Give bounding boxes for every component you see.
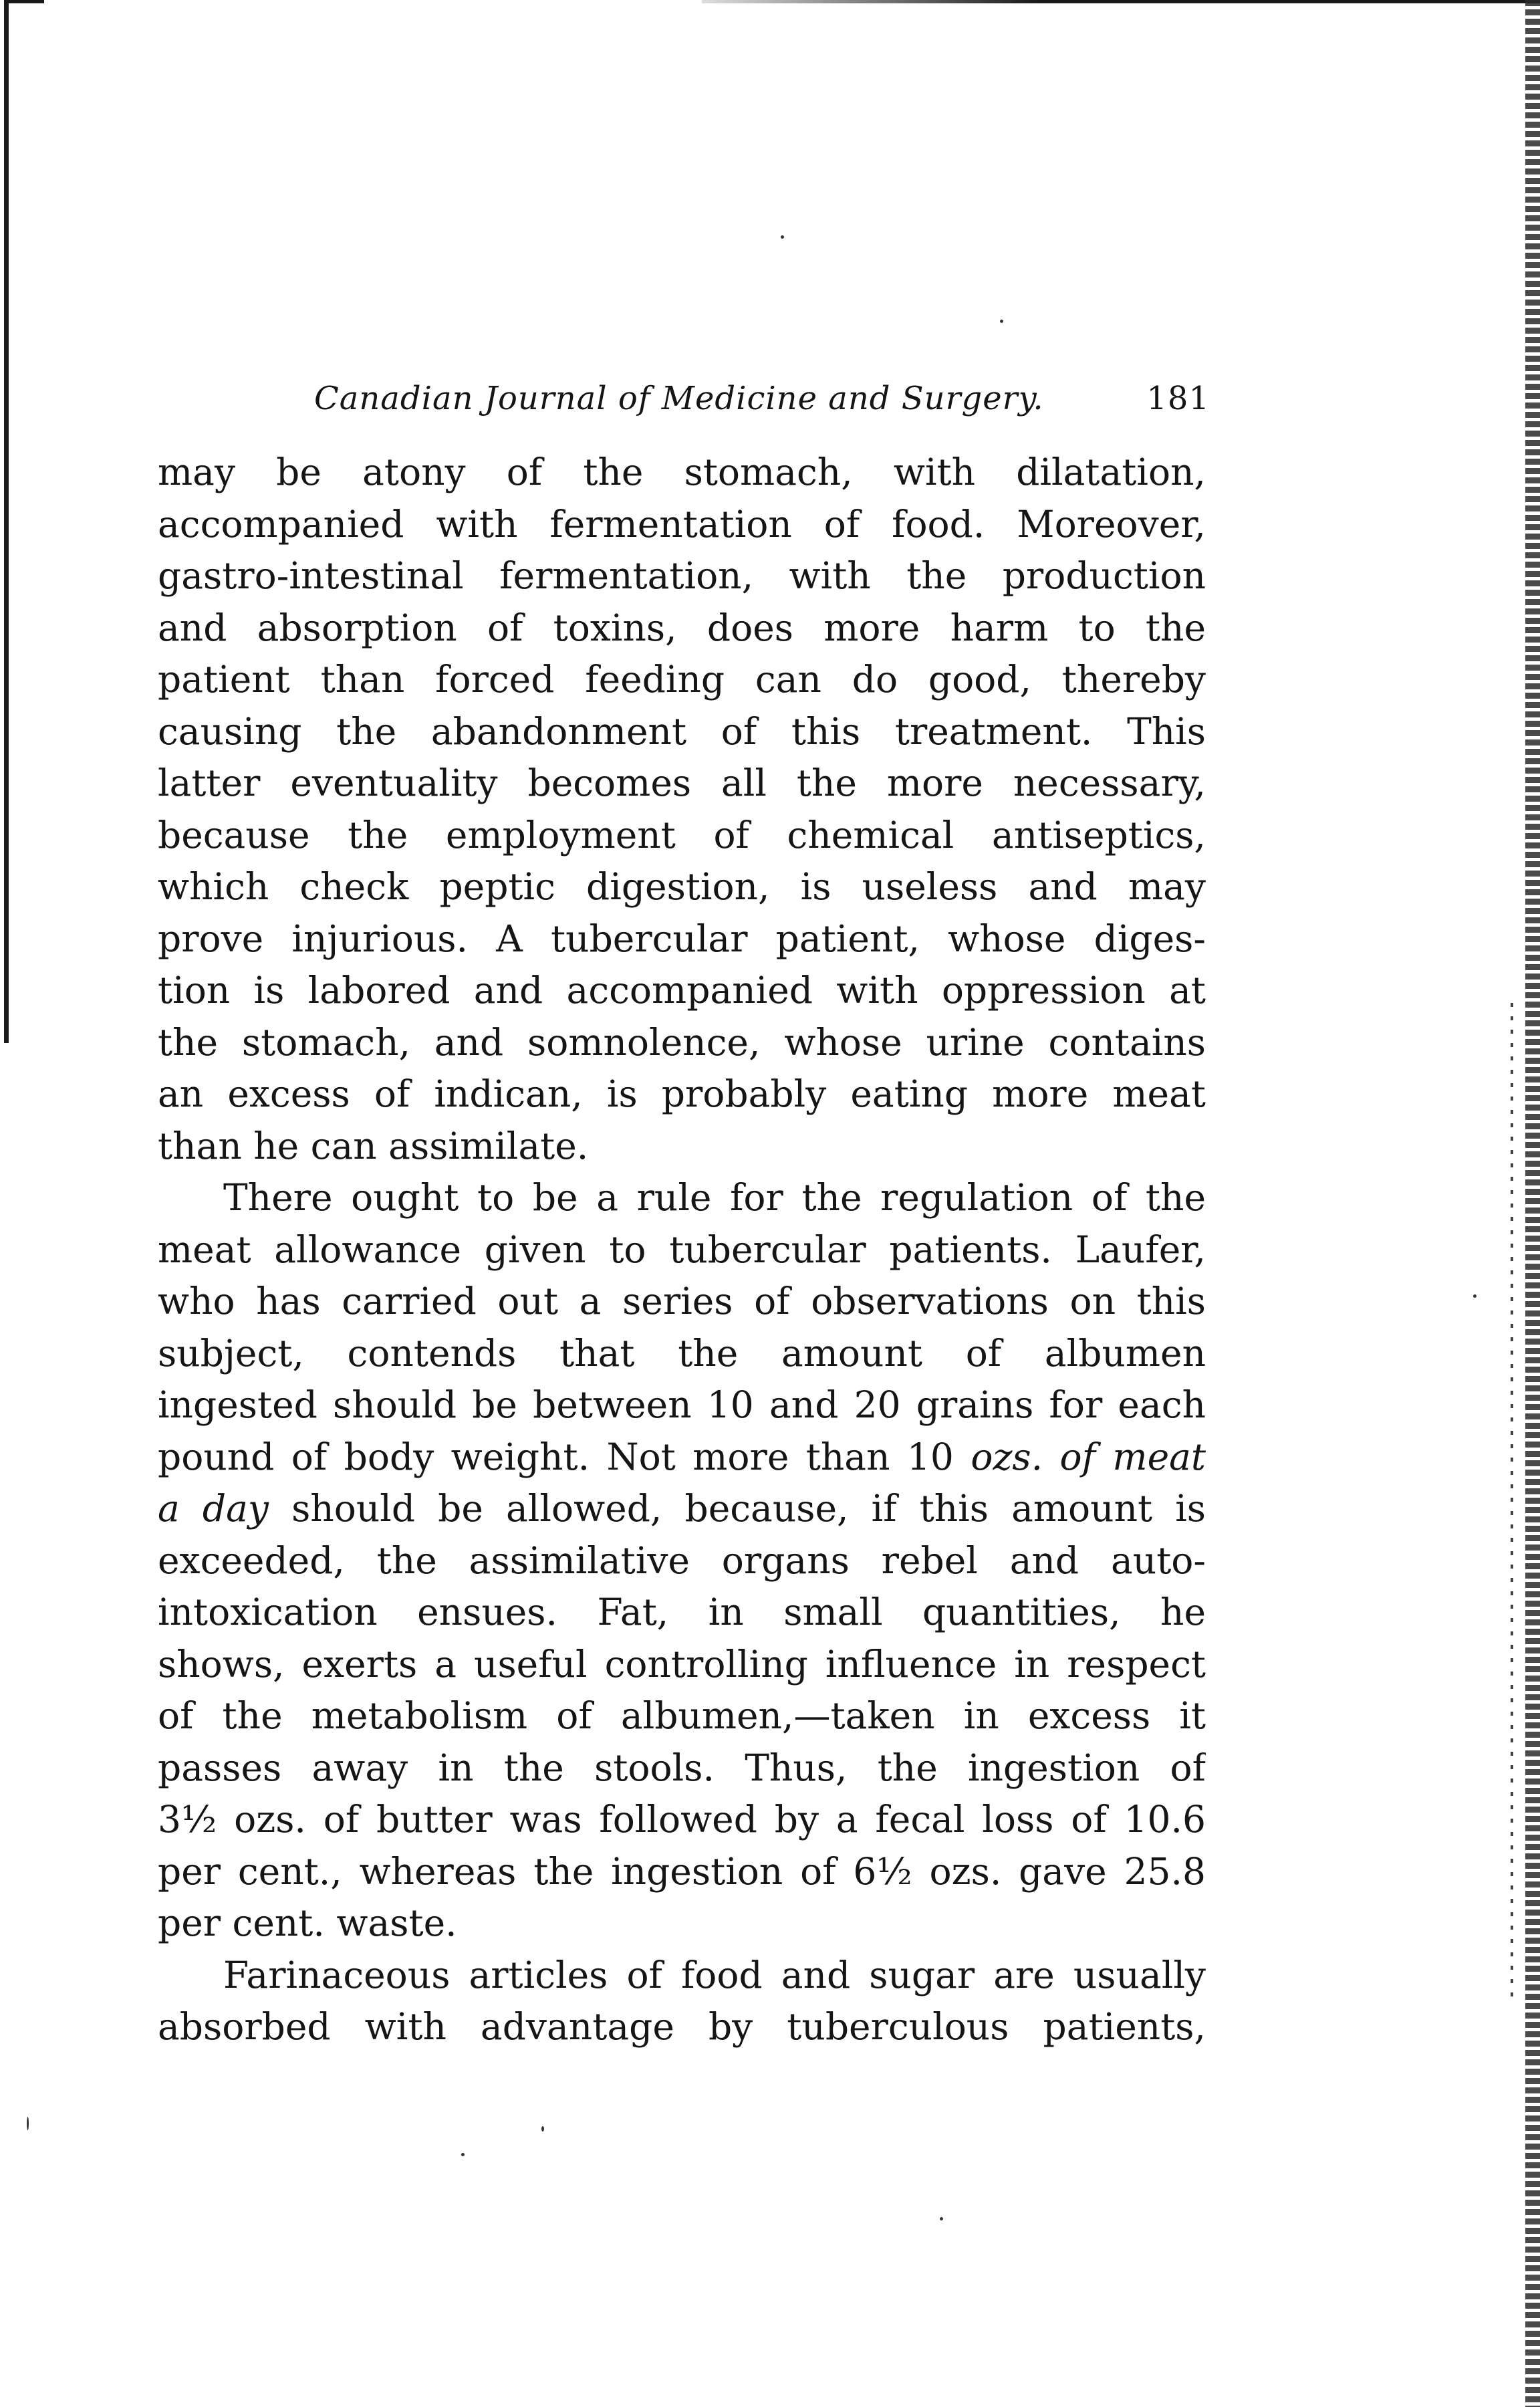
italic-phrase: ozs. of meat [971,1435,1206,1478]
text-line: the stomach, and somnolence, whose urine contains [158,1020,1206,1064]
text-line: than he can assimilate. [158,1124,589,1167]
paragraph [158,1950,1206,2053]
text-line: exceeded, the assimilative organs rebel and auto- [158,1538,1206,1582]
text-line: gastro-intestinal fermentation, with the production [158,554,1206,597]
scan-edge-left [4,0,9,1043]
scan-edge-top [702,0,1540,3]
text-line: 3½ ozs. of butter was followed by a fecal loss of 10.6 [158,1798,1206,1841]
text-line: ingested should be between 10 and 20 grains for each [158,1383,1206,1426]
text-line: who has carried out a series of observations on this [158,1280,1206,1323]
scan-speck [541,2126,544,2132]
text-line: Farinaceous articles of food and sugar are usually [223,1953,1206,1996]
paragraph [158,1172,1206,1950]
text-line: accompanied with fermentation of food. Moreover, [158,502,1206,546]
text-line: may be atony of the stomach, with dilatation, [158,451,1206,493]
text-line: causing the abandonment of this treatment. This [158,709,1206,753]
page-number: 181 [1146,380,1210,417]
scan-speck [1000,320,1003,323]
page-body [158,447,1206,2053]
text-line: latter eventuality becomes all the more necessary, [158,762,1206,804]
text-line: shows, exerts a useful controlling influence in respect [158,1642,1206,1686]
text-line: and absorption of toxins, does more harm to the [158,606,1206,649]
text-run: should be allowed, because, if this amount is [268,1487,1206,1530]
text-line: intoxication ensues. Fat, in small quantities, he [158,1591,1206,1633]
text-line: which check peptic digestion, is useless and may [158,865,1206,908]
text-line: per cent. waste. [158,1902,457,1944]
italic-phrase: a day [158,1487,269,1530]
scan-edge-right [1525,0,1540,2407]
scan-edge-right-inner [1511,1003,1513,2006]
text-line [158,1483,1206,1535]
text-line: passes away in the stools. Thus, the ingestion of [158,1746,1206,1789]
text-line: per cent., whereas the ingestion of 6½ ozs. gave 25.8 [158,1849,1206,1893]
scan-speck [940,2217,943,2220]
running-title: Canadian Journal of Medicine and Surgery. [314,380,1044,417]
text-line: prove injurious. A tubercular patient, whose diges- [158,917,1206,960]
scan-speck [461,2153,465,2156]
scan-speck [781,235,784,239]
text-line [158,1431,1206,1484]
text-line: tion is labored and accompanied with oppression at [158,969,1206,1012]
scan-edge-left-tick [4,0,44,3]
scan-speck [1473,1294,1477,1298]
text-line: There ought to be a rule for the regulation of the [223,1176,1206,1219]
text-line: patient than forced feeding can do good, thereby [158,658,1206,701]
text-line: of the metabolism of albumen,—taken in excess it [158,1694,1206,1737]
text-line: meat allowance given to tubercular patients. Laufer, [158,1228,1206,1271]
text-line: an excess of indican, is probably eating more meat [158,1072,1206,1115]
scan-speck [27,2117,29,2130]
text-run: pound of body weight. Not more than 10 [158,1435,971,1478]
running-head [314,372,1210,425]
paragraph [158,447,1206,1172]
text-line: because the employment of chemical antiseptics, [158,813,1206,856]
text-line: absorbed with advantage by tuberculous patients, [158,2005,1206,2048]
text-line: subject, contends that the amount of albumen [158,1331,1206,1375]
